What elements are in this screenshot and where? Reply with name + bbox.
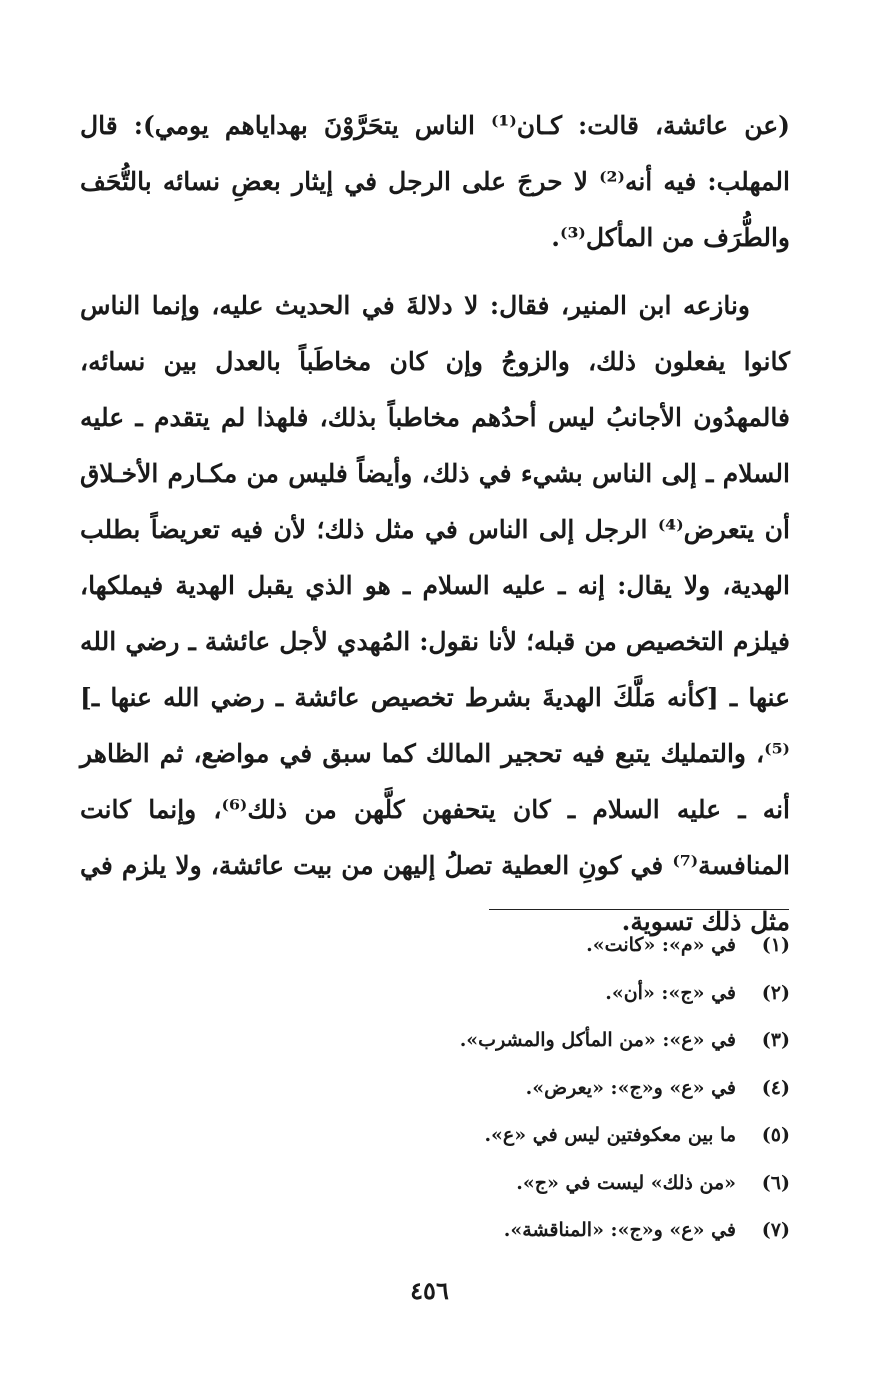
footnote-text: في «ع» و«ج»: «المناقشة». — [503, 1219, 736, 1241]
footnote-item — [80, 970, 790, 1018]
footnote-item — [80, 1017, 790, 1065]
footnotes-list — [80, 922, 790, 1255]
footnote-number: (١) — [761, 934, 790, 956]
footnote-item — [80, 1207, 790, 1255]
footnote-text: في «ج»: «أن». — [605, 981, 736, 1004]
footnote-number: (٤) — [761, 1076, 790, 1099]
footnote-text: ما بين معكوفتين ليس في «ع». — [484, 1124, 736, 1146]
footnote-text: في «ع»: «من المأكل والمشرب». — [459, 1029, 736, 1051]
footnote-divider — [489, 909, 789, 910]
footnote-number: (٦) — [761, 1171, 790, 1194]
paragraph-2: ونازعه ابن المنير، فقال: لا دلالةَ في الحديث عليه، وإنما الناس كانوا يفعلون ذلك، والزوجُ وإن كان مخاطَباً بالعدل بين نسائه، فالمهدُون الأجانبُ ليس أحدُهم مخاطباً بذلك، فلهذا لم يتقدم ـ عليه السلام ـ إلى الناس بشيء في ذلك، وأيضاً فليس من مكـارم الأخـلاق أن يتعرض⁽⁴⁾ الرجل إلى الناس في مثل ذلك؛ لأن فيه تعريضاً بطلب الهدية، ولا يقال: إنه ـ عليه السلام ـ هو الذي يقبل الهدية فيملكها، فيلزم التخصيص من قبله؛ لأنا نقول: المُهدي لأجل عائشة ـ رضي الله عنها ـ [كأنه مَلَّكَ الهديةَ بشرط تخصيص عائشة ـ رضي الله عنها ـ]⁽⁵⁾، والتمليك يتبع فيه تحجير المالك كما سبق في مواضع، ثم الظاهر أنه ـ عليه السلام ـ كان يتحفهن كلَّهن من ذلك⁽⁶⁾، وإنما كانت المنافسة⁽⁷⁾ في كونِ العطية تصلُ إليهن من بيت عائشة، ولا يلزم في مثل ذلك تسوية. — [80, 291, 791, 936]
footnote-number: (٧) — [761, 1219, 790, 1241]
footnote-number: (٣) — [761, 1029, 790, 1051]
footnote-item — [80, 922, 790, 970]
footnote-text: «من ذلك» ليست في «ج». — [516, 1171, 736, 1194]
footnote-number: (٢) — [761, 981, 790, 1004]
footnote-item — [80, 1065, 790, 1113]
footnote-text: في «م»: «كانت». — [586, 934, 736, 956]
page-number: ٤٥٦ — [410, 1276, 449, 1305]
footnote-item — [80, 1112, 790, 1160]
main-text — [80, 98, 790, 962]
footnote-text: في «ع» و«ج»: «يعرض». — [525, 1076, 736, 1099]
paragraph-1: (عن عائشة، قالت: كـان⁽¹⁾ الناس يتحَرَّوْنَ بهداياهم يومي): قال المهلب: فيه أنه⁽²⁾ لا حرجَ على الرجل في إيثار بعضِ نسائه بالتُّحَف والطُّرَف من المأكل⁽³⁾. — [80, 111, 790, 252]
footnote-item — [80, 1160, 790, 1208]
footnote-number: (٥) — [761, 1124, 790, 1146]
